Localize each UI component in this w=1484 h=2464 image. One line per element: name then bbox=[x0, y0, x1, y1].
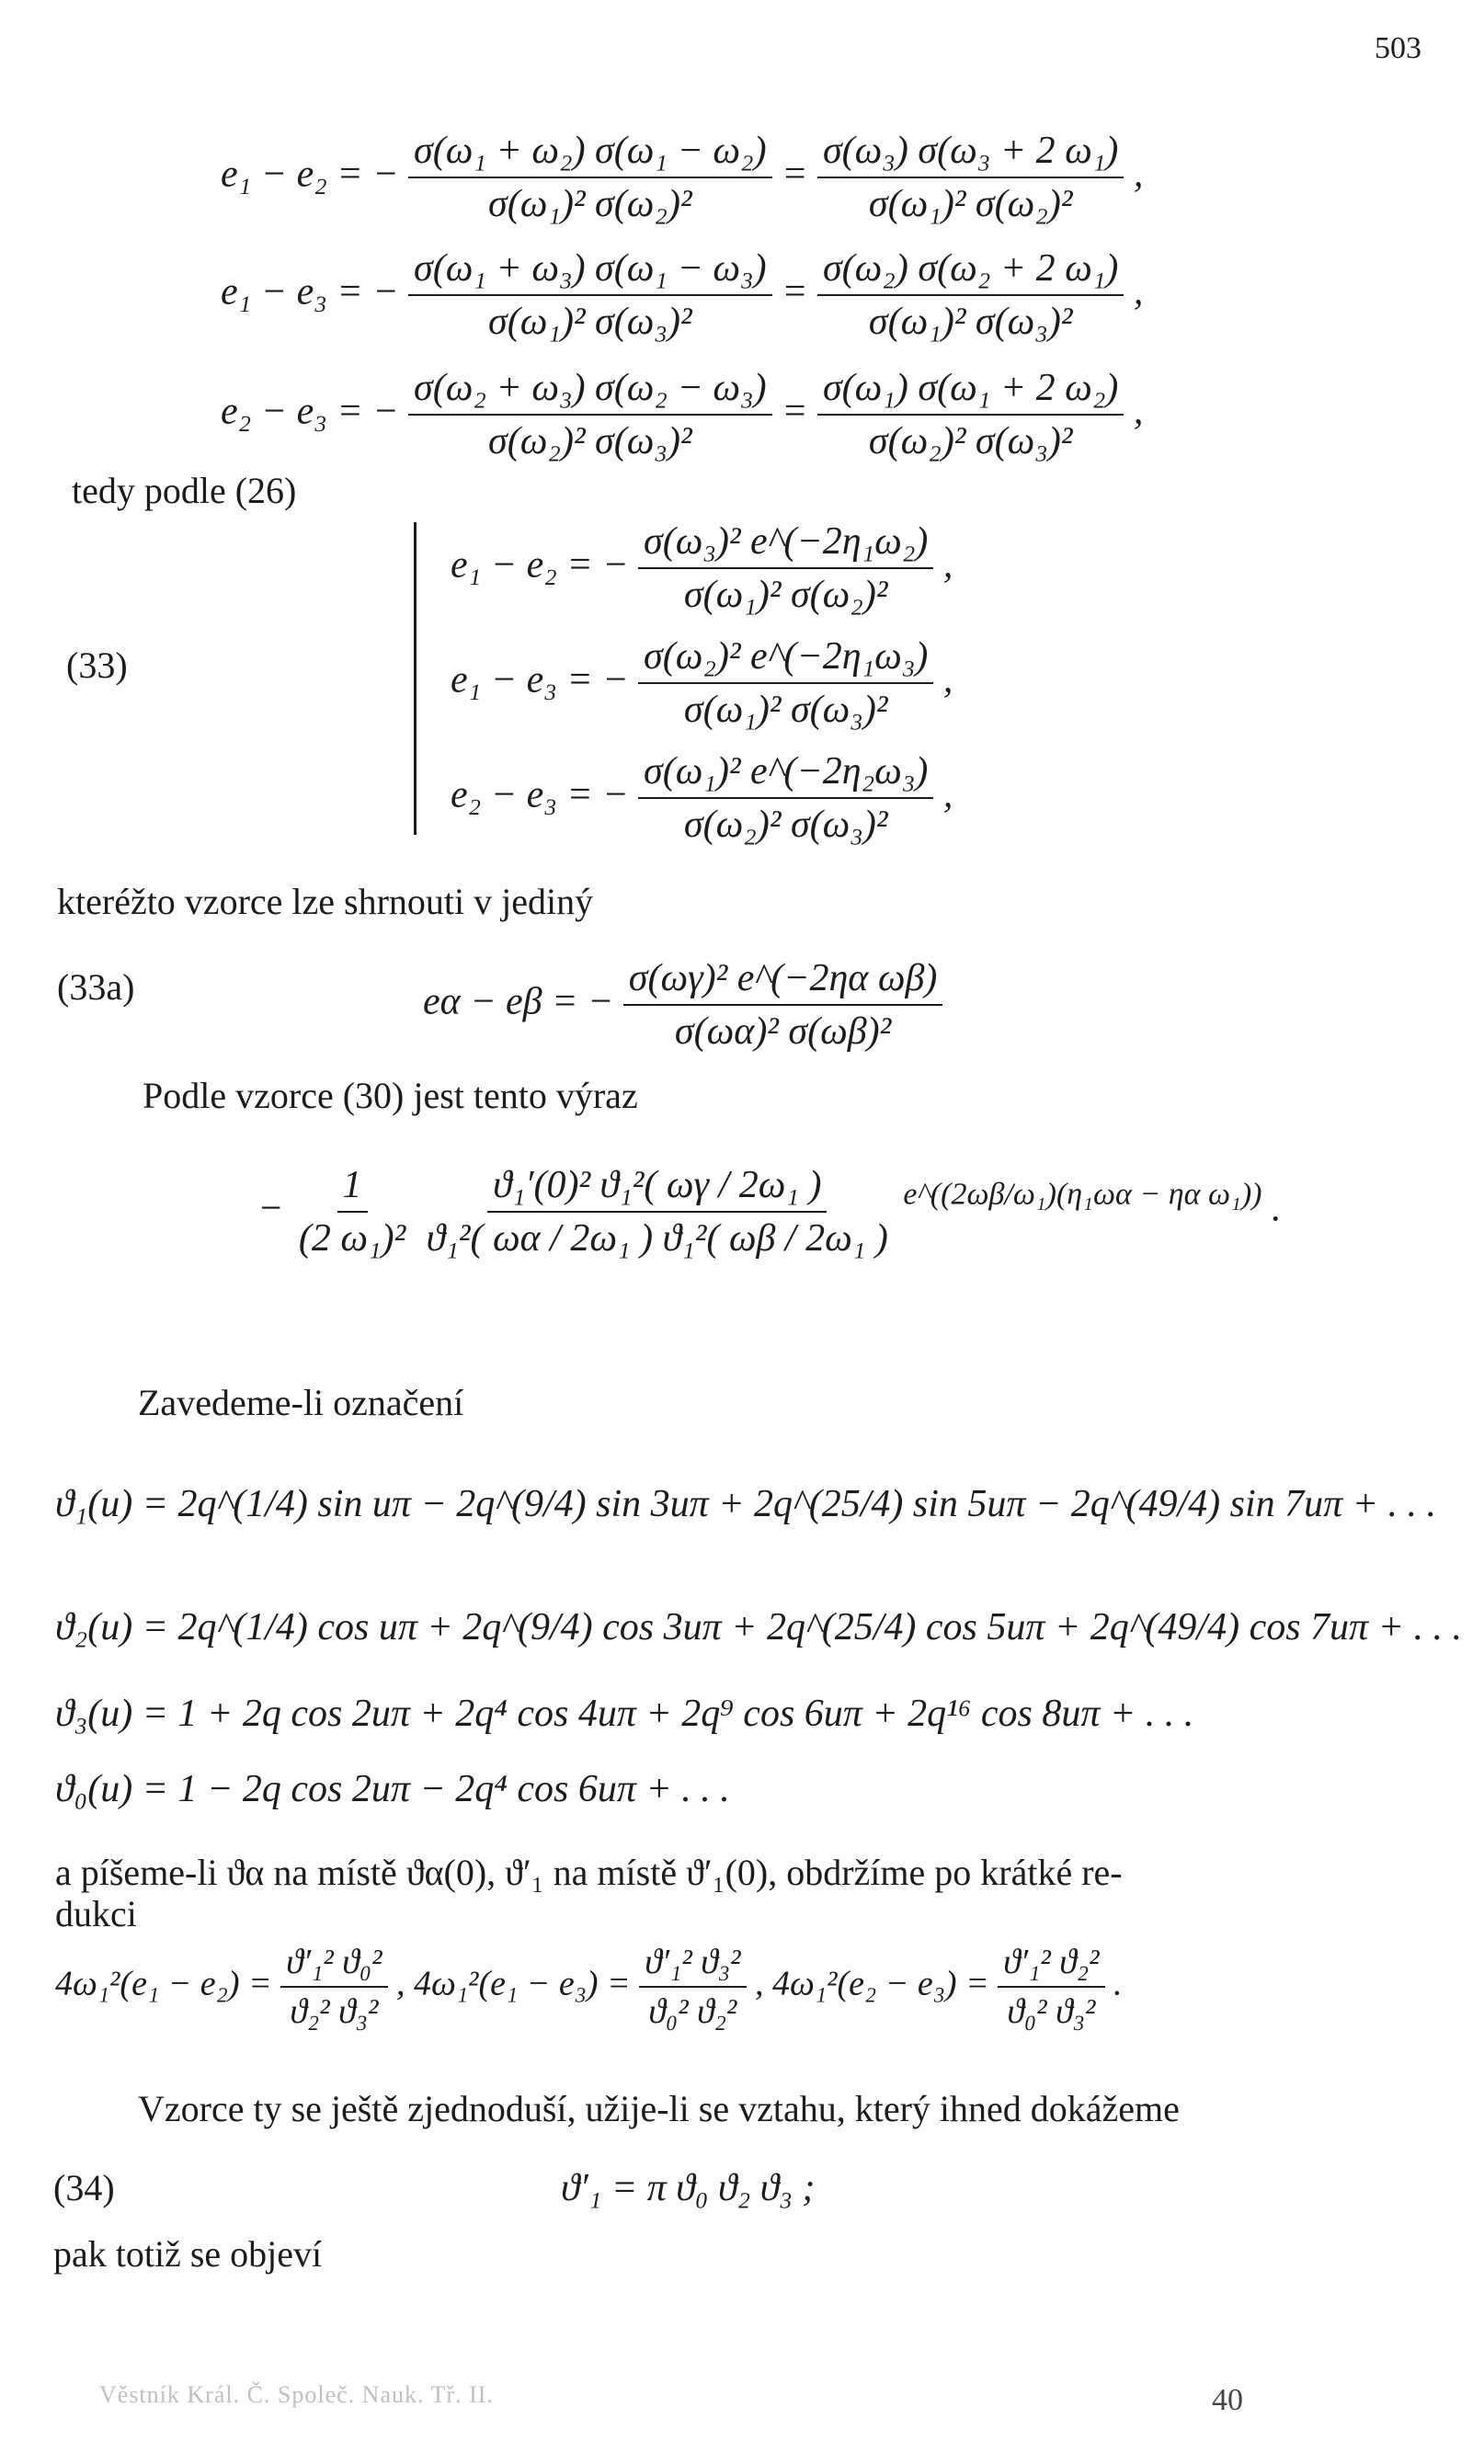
numerator: ϑ₁′(0)² ϑ₁²( ωγ / 2ω₁ ) bbox=[487, 1163, 827, 1213]
equals-sign: = bbox=[782, 153, 808, 196]
denominator: ϑ₂² ϑ₃² bbox=[290, 1992, 379, 2031]
denominator: σ(ω₁)² σ(ω₃)² bbox=[683, 689, 888, 731]
eq-lhs: e₂ − e₃ = − bbox=[221, 390, 399, 433]
punctuation: , bbox=[942, 543, 953, 587]
exponential-factor: e^((2ωβ/ω₁)(η₁ωα − ηα ω₁)) bbox=[903, 1177, 1262, 1212]
numerator: σ(ω₃) σ(ω₃ + 2 ω₁) bbox=[817, 129, 1124, 178]
system-brace bbox=[414, 522, 417, 835]
fraction bbox=[408, 246, 772, 344]
denominator: σ(ω₁)² σ(ω₃)² bbox=[868, 301, 1073, 343]
denominator: ϑ₀² ϑ₂² bbox=[648, 1992, 737, 2031]
text-pak-totiz: pak totiž se objeví bbox=[53, 2233, 323, 2275]
fraction bbox=[998, 1942, 1104, 2032]
text-ktere: kteréžto vzorce lze shrnouti v jediný bbox=[57, 881, 594, 922]
equation-label-34: (34) bbox=[53, 2167, 115, 2208]
numerator: σ(ω₂ + ω₃) σ(ω₂ − ω₃) bbox=[408, 366, 772, 416]
equation-e1-e3 bbox=[221, 246, 1143, 344]
equals-sign: = bbox=[782, 390, 808, 433]
numerator: σ(ω₁ + ω₃) σ(ω₁ − ω₃) bbox=[408, 246, 772, 296]
denominator: σ(ω₂)² σ(ω₃)² bbox=[488, 420, 692, 462]
eq-lhs: e₁ − e₃ = − bbox=[221, 270, 399, 314]
expression-30 bbox=[257, 1163, 1281, 1261]
system-row-1 bbox=[451, 519, 953, 617]
numerator: σ(ω₂) σ(ω₂ + 2 ω₁) bbox=[817, 246, 1124, 296]
text-tedy-podle: tedy podle (26) bbox=[72, 470, 297, 511]
text-zavedeme: Zavedeme-li označení bbox=[138, 1382, 464, 1423]
text-dukci: dukci bbox=[55, 1893, 137, 1934]
eq-lhs: , 4ω₁²(e₂ − e₃) = bbox=[755, 1964, 989, 2003]
numerator: 1 bbox=[337, 1163, 368, 1213]
equation-label-33a: (33a) bbox=[57, 966, 135, 1008]
numerator: σ(ωγ)² e^(−2ηα ωβ) bbox=[623, 956, 943, 1006]
system-row-2 bbox=[451, 634, 953, 732]
punctuation: , bbox=[1133, 153, 1144, 196]
punctuation: , bbox=[942, 658, 953, 702]
denominator: σ(ω₂)² σ(ω₃)² bbox=[683, 804, 888, 846]
eq-lhs: 4ω₁²(e₁ − e₂) = bbox=[55, 1964, 272, 2003]
system-row-3 bbox=[451, 749, 953, 847]
fraction bbox=[638, 634, 933, 732]
minus-sign: − bbox=[257, 1187, 284, 1230]
text-vzorce-ty: Vzorce ty se ještě zjednoduší, užije-li se vztahu, který ihned dokážeme bbox=[138, 2088, 1180, 2129]
numerator: ϑ′₁² ϑ₂² bbox=[998, 1942, 1104, 1988]
fraction bbox=[639, 1942, 746, 2032]
punctuation: . bbox=[1271, 1187, 1282, 1230]
numerator: ϑ′₁² ϑ₀² bbox=[280, 1942, 387, 1988]
eq-lhs: e₂ − e₃ = − bbox=[451, 773, 629, 816]
punctuation: . bbox=[1113, 1964, 1123, 2003]
text-piseme: a píšeme-li ϑα na místě ϑα(0), ϑ′₁ na místě ϑ′₁(0), obdržíme po krátké re- bbox=[55, 1852, 1123, 1893]
numerator: σ(ω₃)² e^(−2η₁ω₂) bbox=[638, 519, 933, 569]
fraction bbox=[408, 129, 772, 226]
equals-sign: = bbox=[782, 270, 808, 314]
theta-3-definition: ϑ₃(u) = 1 + 2q cos 2uπ + 2q⁴ cos 4uπ + 2q⁹ cos 6uπ + 2q¹⁶ cos 8uπ + . . . bbox=[55, 1693, 1194, 1735]
eq-lhs: e₁ − e₃ = − bbox=[451, 658, 629, 702]
reduced-formulas bbox=[55, 1942, 1123, 2032]
fraction bbox=[638, 749, 933, 847]
fraction bbox=[421, 1163, 894, 1261]
fraction bbox=[293, 1163, 411, 1261]
eq-lhs: eα − eβ = − bbox=[423, 980, 614, 1023]
equation-label-33: (33) bbox=[66, 645, 128, 686]
fraction bbox=[623, 956, 943, 1054]
numerator: σ(ω₁) σ(ω₁ + 2 ω₂) bbox=[817, 366, 1124, 416]
eq-lhs: e₁ − e₂ = − bbox=[221, 153, 399, 196]
page-number: 503 bbox=[1375, 31, 1421, 65]
punctuation: , bbox=[942, 773, 953, 816]
denominator: ϑ₀² ϑ₃² bbox=[1007, 1992, 1096, 2031]
numerator: ϑ′₁² ϑ₃² bbox=[639, 1942, 746, 1988]
denominator: σ(ω₁)² σ(ω₂)² bbox=[683, 574, 888, 616]
text-podle-vzorce: Podle vzorce (30) jest tento výraz bbox=[143, 1075, 638, 1116]
numerator: σ(ω₁ + ω₂) σ(ω₁ − ω₂) bbox=[408, 129, 772, 178]
equation-34: ϑ′₁ = π ϑ₀ ϑ₂ ϑ₃ ; bbox=[561, 2167, 816, 2209]
theta-1-definition: ϑ₁(u) = 2q^(1/4) sin uπ − 2q^(9/4) sin 3uπ + 2q^(25/4) sin 5uπ − 2q^(49/4) sin 7uπ + . . . bbox=[55, 1483, 1437, 1525]
theta-2-definition: ϑ₂(u) = 2q^(1/4) cos uπ + 2q^(9/4) cos 3uπ + 2q^(25/4) cos 5uπ + 2q^(49/4) cos 7uπ + . . . bbox=[55, 1606, 1462, 1648]
eq-lhs: , 4ω₁²(e₁ − e₃) = bbox=[396, 1964, 631, 2003]
denominator: σ(ω₁)² σ(ω₂)² bbox=[868, 183, 1073, 225]
denominator: (2 ω₁)² bbox=[298, 1217, 406, 1260]
theta-0-definition: ϑ₀(u) = 1 − 2q cos 2uπ − 2q⁴ cos 6uπ + . . . bbox=[55, 1768, 730, 1810]
fraction bbox=[638, 519, 933, 617]
numerator: σ(ω₁)² e^(−2η₂ω₃) bbox=[638, 749, 933, 799]
punctuation: , bbox=[1133, 270, 1144, 314]
denominator: ϑ₁²( ωα / 2ω₁ ) ϑ₁²( ωβ / 2ω₁ ) bbox=[426, 1217, 888, 1260]
signature-number: 40 bbox=[1212, 2383, 1243, 2417]
equation-e2-e3 bbox=[221, 366, 1143, 463]
fraction bbox=[817, 366, 1124, 463]
punctuation: , bbox=[1133, 390, 1144, 433]
denominator: σ(ω₂)² σ(ω₃)² bbox=[868, 420, 1073, 462]
denominator: σ(ω₁)² σ(ω₂)² bbox=[488, 183, 692, 225]
eq-lhs: e₁ − e₂ = − bbox=[451, 543, 629, 587]
numerator: σ(ω₂)² e^(−2η₁ω₃) bbox=[638, 634, 933, 684]
fraction bbox=[408, 366, 772, 463]
fraction bbox=[817, 246, 1124, 344]
fraction bbox=[280, 1942, 387, 2032]
equation-33a bbox=[423, 956, 942, 1054]
footer-journal-name: Věstník Král. Č. Společ. Nauk. Tř. II. bbox=[99, 2381, 494, 2408]
equation-e1-e2 bbox=[221, 129, 1143, 226]
denominator: σ(ωα)² σ(ωβ)² bbox=[674, 1010, 892, 1053]
fraction bbox=[817, 129, 1124, 226]
denominator: σ(ω₁)² σ(ω₃)² bbox=[488, 301, 692, 343]
